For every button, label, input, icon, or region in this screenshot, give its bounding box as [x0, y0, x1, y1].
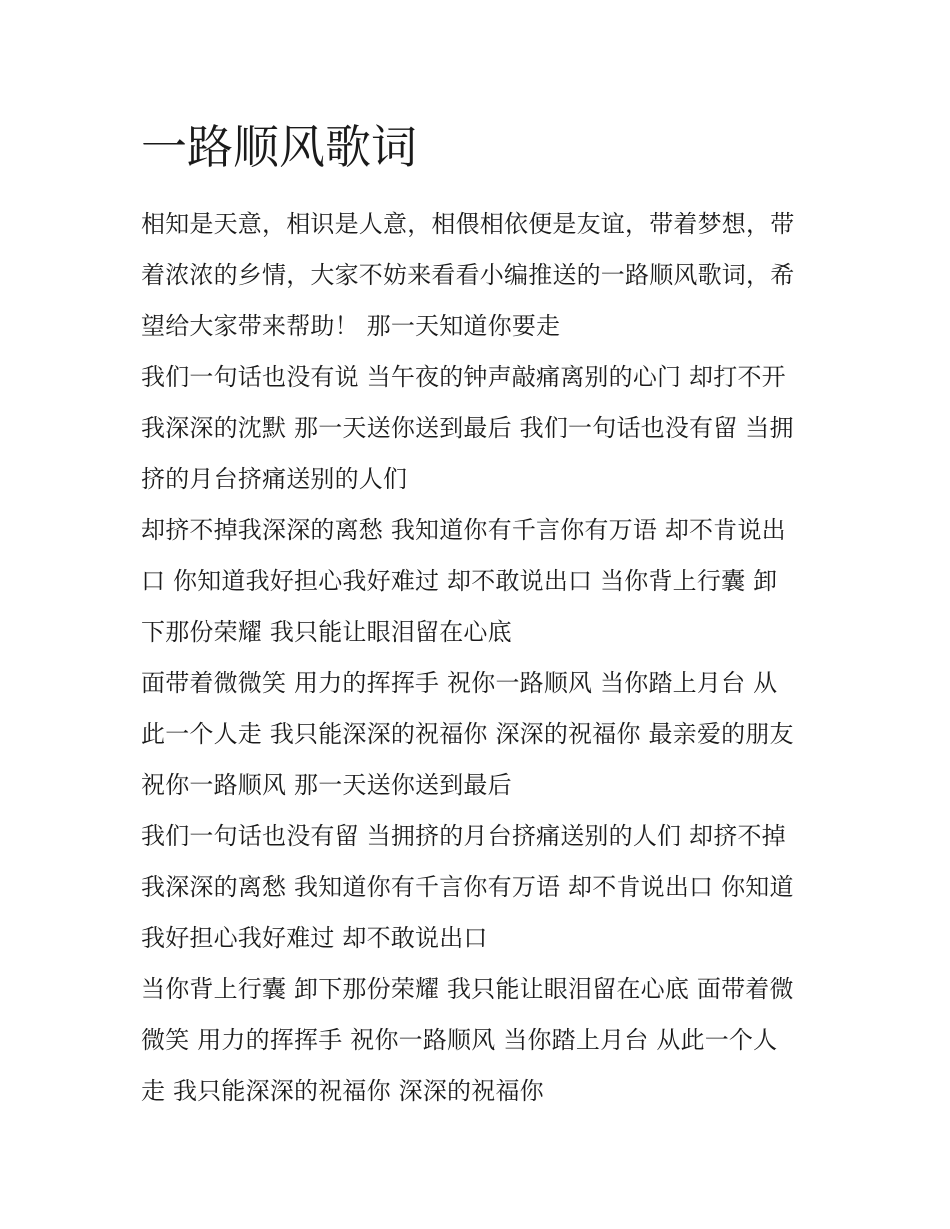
text-line: 相知是天意，相识是人意，相偎相依便是友谊，带着梦想，带: [141, 210, 795, 238]
text-line: 此一个人走 我只能深深的祝福你 深深的祝福你 最亲爱的朋友: [141, 720, 794, 748]
text-line: 我们一句话也没有说 当午夜的钟声敲痛离别的心门 却打不开: [141, 363, 786, 391]
text-line: 望给大家带来帮助！ 那一天知道你要走: [141, 312, 561, 340]
text-line: 口 你知道我好担心我好难过 却不敢说出口 当你背上行囊 卸: [141, 567, 778, 595]
text-line: 却挤不掉我深深的离愁 我知道你有千言你有万语 却不肯说出: [141, 516, 786, 544]
document-title: 一路顺风歌词: [141, 120, 417, 174]
text-line: 走 我只能深深的祝福你 深深的祝福你: [141, 1077, 544, 1105]
text-line: 我深深的沈默 那一天送你送到最后 我们一句话也没有留 当拥: [141, 414, 794, 442]
text-line: 着浓浓的乡情，大家不妨来看看小编推送的一路顺风歌词，希: [141, 261, 795, 289]
text-line: 祝你一路顺风 那一天送你送到最后: [141, 771, 512, 799]
text-line: 当你背上行囊 卸下那份荣耀 我只能让眼泪留在心底 面带着微: [141, 975, 794, 1003]
text-line: 下那份荣耀 我只能让眼泪留在心底: [141, 618, 512, 646]
text-line: 我深深的离愁 我知道你有千言你有万语 却不肯说出口 你知道: [141, 873, 794, 901]
lyrics-body: [141, 199, 821, 1117]
text-line: 微笑 用力的挥挥手 祝你一路顺风 当你踏上月台 从此一个人: [141, 1026, 778, 1054]
text-line: 我们一句话也没有留 当拥挤的月台挤痛送别的人们 却挤不掉: [141, 822, 786, 850]
text-line: 面带着微微笑 用力的挥挥手 祝你一路顺风 当你踏上月台 从: [141, 669, 778, 697]
text-line: 挤的月台挤痛送别的人们: [141, 465, 408, 493]
text-line: 我好担心我好难过 却不敢说出口: [141, 924, 488, 952]
